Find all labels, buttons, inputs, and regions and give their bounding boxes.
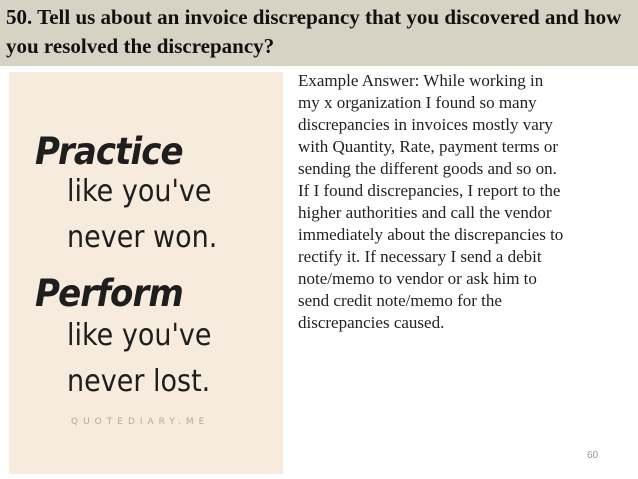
answer-line: my x organization I found so many [298,93,537,112]
quote-watermark: QUOTEDIARY.ME [71,417,210,427]
answer-line: rectify it. If necessary I send a debit [298,247,542,266]
answer-line: If I found discrepancies, I report to the [298,181,561,200]
answer-line: discrepancies caused. [298,313,445,332]
answer-line: Example Answer: While working in [298,71,544,90]
example-answer [298,70,632,334]
answer-line: immediately about the discrepancies to [298,225,564,244]
answer-line: higher authorities and call the vendor [298,203,552,222]
quote-line-perform: Perform [35,272,183,315]
slide-title: 50. Tell us about an invoice discrepancy that you discovered and how you resolved the discrepancy? [6,5,622,58]
title-bar [0,0,638,66]
answer-line: note/memo to vendor or ask him to [298,269,537,288]
answer-line: discrepancies in invoices mostly vary [298,115,553,134]
quote-line-practice: Practice [35,130,183,173]
quote-line: never won. [67,220,218,255]
quote-line: like you've [67,174,212,209]
quote-line: never lost. [67,364,211,399]
answer-line: with Quantity, Rate, payment terms or [298,137,558,156]
answer-line: sending the different goods and so on. [298,159,557,178]
answer-line: send credit note/memo for the [298,291,502,310]
page-number: 60 [587,450,599,461]
quote-image [9,72,283,474]
quote-line: like you've [67,318,212,353]
